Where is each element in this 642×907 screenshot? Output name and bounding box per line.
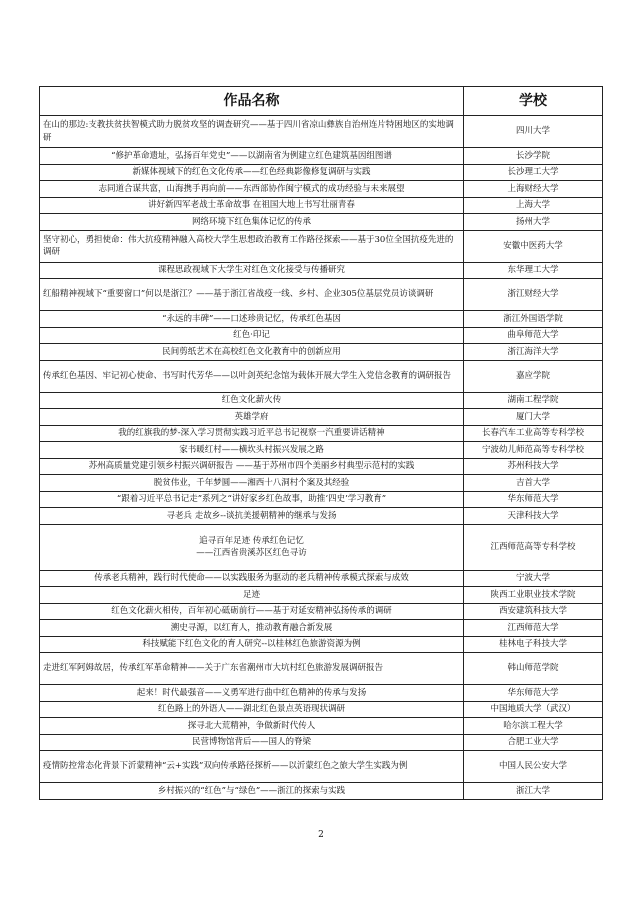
school-cell: 天津科技大学: [464, 508, 603, 525]
work-title-cell: “修护革命遗址，弘扬百年党史”——以湖南省为例建立红色建筑基因组图谱: [40, 148, 464, 165]
school-cell: 扬州大学: [464, 214, 603, 231]
work-title-cell: 传承红色基因、牢记初心使命、书写时代芳华——以叶剑英纪念馆为载体开展大学生入党信念教育的调研报告: [40, 360, 464, 392]
school-cell: 四川大学: [464, 116, 603, 148]
work-title-cell: 红色文化薪火传: [40, 392, 464, 409]
school-cell: 合肥工业大学: [464, 734, 603, 751]
table-header-row: [40, 87, 603, 116]
work-title-cell: 寻老兵 走故乡--谈抗美援朝精神的继承与发扬: [40, 508, 464, 525]
table-row: [40, 425, 603, 442]
school-cell: 长沙理工大学: [464, 164, 603, 181]
school-cell: 吉首大学: [464, 475, 603, 492]
table-row: [40, 392, 603, 409]
table-row: [40, 508, 603, 525]
school-cell: 韩山师范学院: [464, 653, 603, 685]
work-title-cell: 足迹: [40, 587, 464, 604]
table-row: [40, 570, 603, 587]
school-cell: 桂林电子科技大学: [464, 636, 603, 653]
work-title-cell: 科技赋能下红色文化的育人研究--以桂林红色旅游资源为例: [40, 636, 464, 653]
table-row: [40, 587, 603, 604]
table-row: [40, 230, 603, 262]
work-title-cell: 志同道合谋共富，山海携手再向前——东西部协作闽宁模式的成功经验与未来展望: [40, 181, 464, 198]
work-title-cell: 苏州高质量党建引领乡村振兴调研报告 ——基于苏州市四个美丽乡村典型示范村的实践: [40, 458, 464, 475]
school-cell: 浙江海洋大学: [464, 344, 603, 361]
work-title-cell: 脱贫伟业，千年梦圆——湘西十八洞村个案及其经验: [40, 475, 464, 492]
school-cell: 江西师范大学: [464, 620, 603, 637]
school-cell: 东华理工大学: [464, 262, 603, 279]
work-title-cell: 疫情防控常态化背景下沂蒙精神“云+实践”双向传承路径探析——以沂蒙红色之旅大学生实践为例: [40, 751, 464, 783]
work-title-cell: 坚守初心，勇担使命：伟大抗疫精神融入高校大学生思想政治教育工作路径探索——基于30位全国抗疫先进的调研: [40, 230, 464, 262]
table-row: [40, 636, 603, 653]
table-row: [40, 116, 603, 148]
work-title-cell: 传承老兵精神，践行时代使命——以实践服务为驱动的老兵精神传承模式探索与成效: [40, 570, 464, 587]
table-row: [40, 181, 603, 198]
table-row: [40, 603, 603, 620]
school-cell: 西安建筑科技大学: [464, 603, 603, 620]
work-title-cell: 乡村振兴的“红色”与“绿色”——浙江的探索与实践: [40, 783, 464, 800]
work-title-cell: 溯史寻源，以红育人，推动教育融合新发展: [40, 620, 464, 637]
table-row: [40, 311, 603, 328]
work-title-cell: 红船精神视域下“重要窗口”何以是浙江？——基于浙江省战疫一线、乡村、企业305位基层党员访谈调研: [40, 279, 464, 311]
table-row: [40, 458, 603, 475]
table-row: [40, 685, 603, 702]
school-cell: 浙江大学: [464, 783, 603, 800]
work-title-cell: 红色·印记: [40, 327, 464, 344]
school-cell: 中国人民公安大学: [464, 751, 603, 783]
work-title-cell: 红色文化薪火相传，百年初心砥砺前行——基于对延安精神弘扬传承的调研: [40, 603, 464, 620]
school-cell: 厦门大学: [464, 409, 603, 426]
table-row: [40, 279, 603, 311]
work-title-cell: 民间剪纸艺术在高校红色文化教育中的创新应用: [40, 344, 464, 361]
work-title-cell: 走进红军阿姆故居，传承红军革命精神——关于广东省潮州市大坑村红色旅游发展调研报告: [40, 653, 464, 685]
table-row: [40, 475, 603, 492]
work-title-cell: “跟着习近平总书记走”系列之“讲好家乡红色故事，助推‘四史’学习教育”: [40, 491, 464, 508]
header-work-title: 作品名称: [40, 87, 464, 116]
work-title-cell: 网络环境下红色集体记忆的传承: [40, 214, 464, 231]
school-cell: 华东师范大学: [464, 685, 603, 702]
table-row: [40, 783, 603, 800]
table-row: [40, 360, 603, 392]
table-row: [40, 148, 603, 165]
table-row: [40, 197, 603, 214]
work-title-cell: 讲好新四军老战士革命故事 在祖国大地上书写壮丽青春: [40, 197, 464, 214]
work-title-cell: 课程思政视域下大学生对红色文化接受与传播研究: [40, 262, 464, 279]
table-row: [40, 262, 603, 279]
work-title-cell: 红色路上的外语人——湖北红色景点英语现状调研: [40, 701, 464, 718]
table-row: [40, 718, 603, 735]
school-cell: 江西师范高等专科学校: [464, 524, 603, 570]
school-cell: 嘉应学院: [464, 360, 603, 392]
school-cell: 上海大学: [464, 197, 603, 214]
school-cell: 陕西工业职业技术学院: [464, 587, 603, 604]
table-row: [40, 409, 603, 426]
school-cell: 浙江外国语学院: [464, 311, 603, 328]
school-cell: 长沙学院: [464, 148, 603, 165]
table-row: [40, 734, 603, 751]
page-number: 2: [318, 830, 324, 840]
work-title-cell: 追寻百年足迹 传承红色记忆 ——江西省贵溪苏区红色寻访: [40, 524, 464, 570]
school-cell: 曲阜师范大学: [464, 327, 603, 344]
work-title-cell: 起来！时代最强音——义勇军进行曲中红色精神的传承与发扬: [40, 685, 464, 702]
school-cell: 宁波幼儿师范高等专科学校: [464, 442, 603, 459]
table-row: [40, 442, 603, 459]
table-row: [40, 524, 603, 570]
table-row: [40, 751, 603, 783]
table-row: [40, 701, 603, 718]
table-row: [40, 214, 603, 231]
school-cell: 哈尔滨工程大学: [464, 718, 603, 735]
work-title-cell: “永远的丰碑”——口述珍贵记忆，传承红色基因: [40, 311, 464, 328]
table-row: [40, 327, 603, 344]
work-title-cell: 家书暖红村——横坎头村振兴发展之路: [40, 442, 464, 459]
table-row: [40, 164, 603, 181]
table-row: [40, 653, 603, 685]
work-title-cell: 探寻北大荒精神，争做新时代传人: [40, 718, 464, 735]
table-row: [40, 491, 603, 508]
work-title-cell: 在山的那边:支教扶贫扶智模式助力脱贫攻坚的调查研究——基于四川省凉山彝族自治州连片特困地区的实地调研: [40, 116, 464, 148]
work-title-cell: 民营博物馆背后——国人的脊梁: [40, 734, 464, 751]
school-cell: 中国地质大学（武汉）: [464, 701, 603, 718]
school-cell: 长春汽车工业高等专科学校: [464, 425, 603, 442]
school-cell: 宁波大学: [464, 570, 603, 587]
school-cell: 华东师范大学: [464, 491, 603, 508]
school-cell: 浙江财经大学: [464, 279, 603, 311]
school-cell: 安徽中医药大学: [464, 230, 603, 262]
header-school: 学校: [464, 87, 603, 116]
table-row: [40, 344, 603, 361]
table-row: [40, 620, 603, 637]
work-title-cell: 我的红旗我的梦-深入学习贯彻实践习近平总书记视察一汽重要讲话精神: [40, 425, 464, 442]
school-cell: 湖南工程学院: [464, 392, 603, 409]
school-cell: 苏州科技大学: [464, 458, 603, 475]
work-title-cell: 英雄学府: [40, 409, 464, 426]
school-cell: 上海财经大学: [464, 181, 603, 198]
works-table: [39, 86, 603, 800]
work-title-cell: 新媒体视域下的红色文化传承——红色经典影像修复调研与实践: [40, 164, 464, 181]
